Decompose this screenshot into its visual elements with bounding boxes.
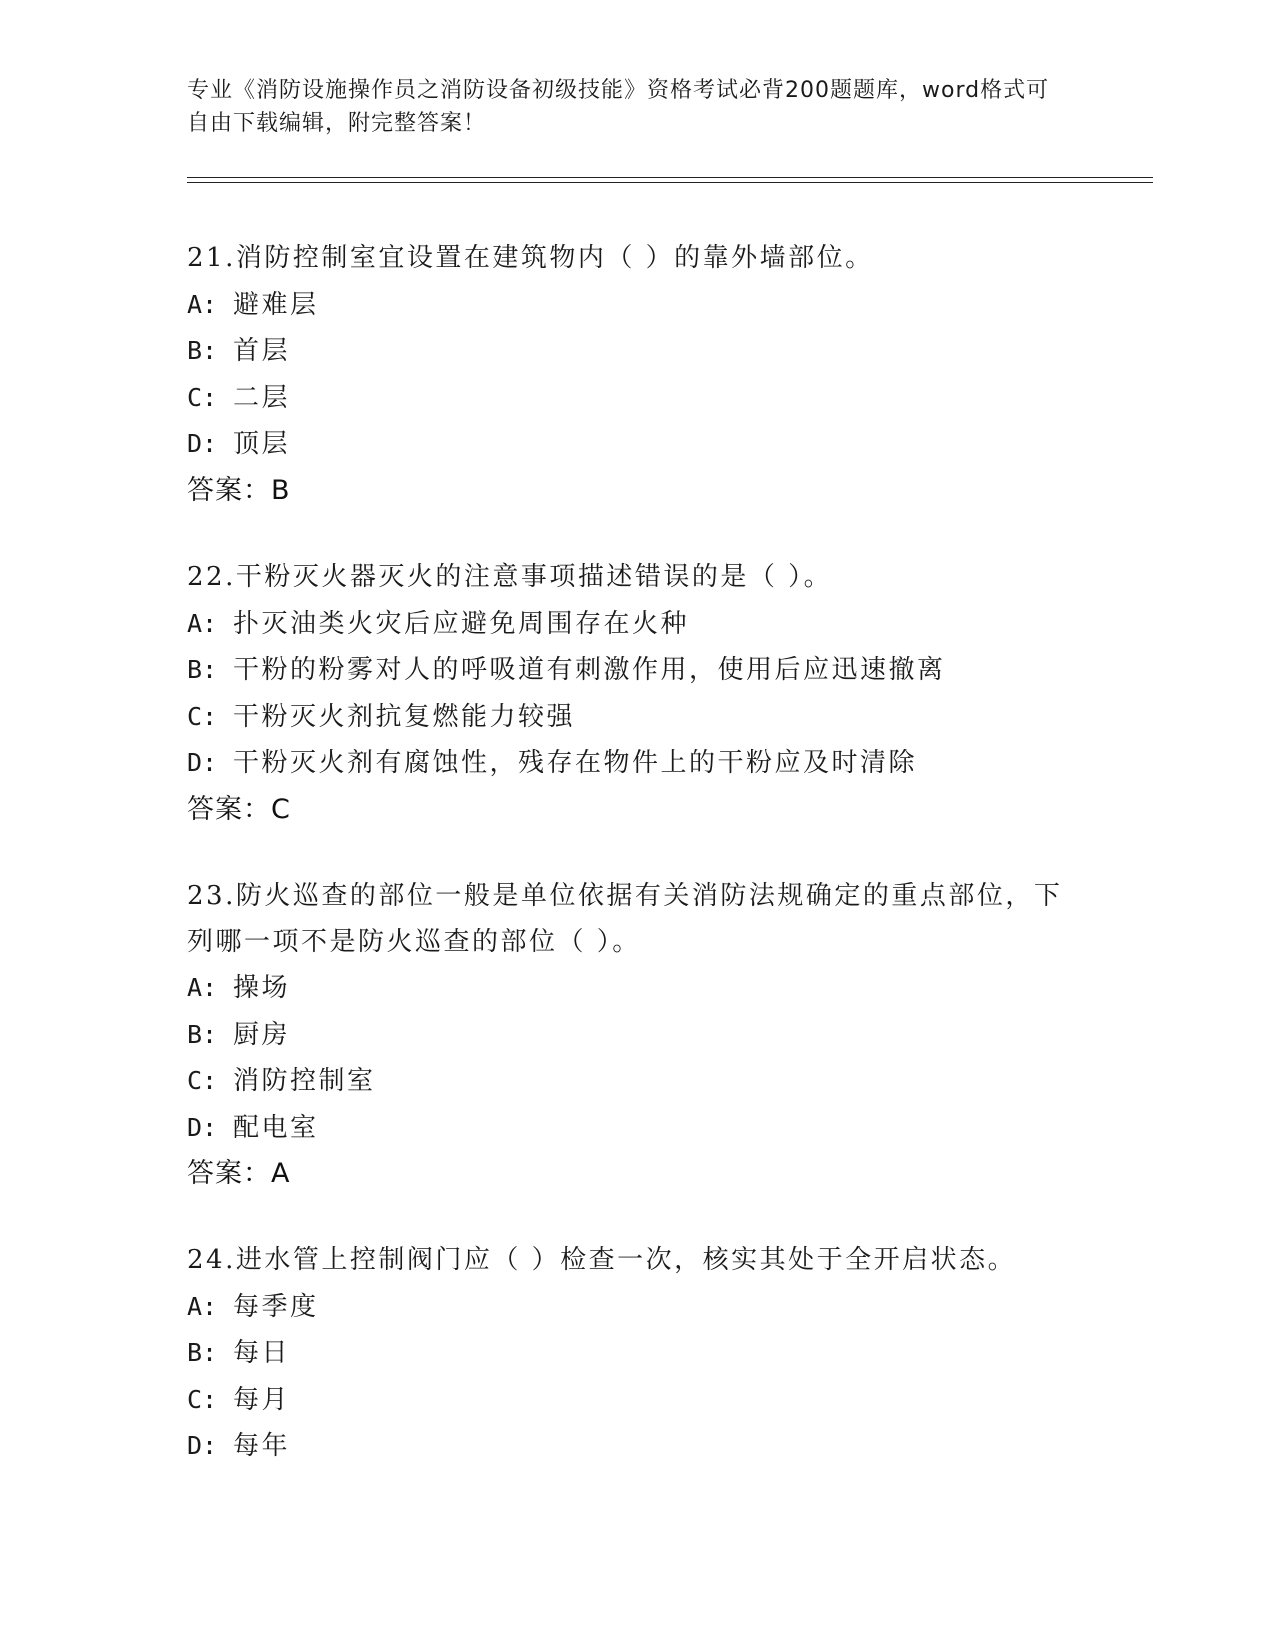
header-divider-top bbox=[187, 177, 1153, 178]
option-d bbox=[187, 1423, 1087, 1470]
option-text: 配电室 bbox=[233, 1112, 319, 1143]
option-letter: B: bbox=[187, 336, 218, 365]
option-letter: C: bbox=[187, 382, 218, 412]
question-stem: 23.防火巡查的部位一般是单位依据有关消防法规确定的重点部位，下列哪一项不是防火巡查的部位（ ）。 bbox=[187, 881, 1063, 957]
option-letter: C: bbox=[187, 701, 218, 731]
question-23 bbox=[187, 874, 1087, 1197]
option-letter: B: bbox=[187, 1338, 218, 1367]
option-text: 干粉的粉雾对人的呼吸道有刺激作用，使用后应迅速撤离 bbox=[233, 655, 946, 685]
answer-line: 答案：B bbox=[187, 474, 291, 506]
option-b bbox=[187, 1330, 1087, 1377]
option-d bbox=[187, 740, 1087, 787]
question-24 bbox=[187, 1238, 1087, 1470]
option-letter: B: bbox=[187, 1019, 218, 1049]
option-letter: D: bbox=[187, 748, 218, 777]
option-a bbox=[187, 282, 1087, 329]
option-text: 操场 bbox=[233, 973, 291, 1003]
option-text: 首层 bbox=[233, 336, 291, 366]
question-21 bbox=[187, 236, 1087, 513]
option-letter: A: bbox=[187, 608, 218, 638]
option-b bbox=[187, 1012, 1087, 1059]
option-c bbox=[187, 694, 1087, 741]
option-b bbox=[187, 647, 1087, 694]
option-letter: A: bbox=[187, 289, 218, 319]
option-text: 厨房 bbox=[233, 1019, 291, 1050]
option-letter: D: bbox=[187, 429, 218, 458]
option-d bbox=[187, 1105, 1087, 1152]
option-text: 扑灭油类火灾后应避免周围存在火种 bbox=[233, 608, 690, 639]
option-text: 每日 bbox=[233, 1338, 291, 1368]
question-stem: 21.消防控制室宜设置在建筑物内（ ）的靠外墙部位。 bbox=[187, 243, 874, 273]
option-letter: A: bbox=[187, 1291, 218, 1321]
option-text: 二层 bbox=[233, 382, 291, 413]
option-c bbox=[187, 375, 1087, 422]
question-stem: 24.进水管上控制阀门应（ ）检查一次，核实其处于全开启状态。 bbox=[187, 1245, 1017, 1275]
answer-line: 答案：C bbox=[187, 793, 291, 825]
option-text: 每季度 bbox=[233, 1291, 319, 1322]
option-text: 每月 bbox=[233, 1384, 291, 1415]
option-letter: D: bbox=[187, 1431, 218, 1460]
question-stem: 22.干粉灭火器灭火的注意事项描述错误的是（ ）。 bbox=[187, 562, 833, 592]
option-text: 消防控制室 bbox=[233, 1066, 376, 1096]
option-text: 避难层 bbox=[233, 289, 319, 320]
option-text: 干粉灭火剂有腐蚀性，残存在物件上的干粉应及时清除 bbox=[233, 748, 918, 778]
header-divider-bottom bbox=[187, 182, 1153, 183]
option-a bbox=[187, 1284, 1087, 1331]
option-text: 顶层 bbox=[233, 429, 291, 459]
option-b bbox=[187, 328, 1087, 375]
answer-line: 答案：A bbox=[187, 1158, 291, 1189]
option-letter: C: bbox=[187, 1384, 218, 1414]
option-text: 每年 bbox=[233, 1431, 291, 1461]
option-c bbox=[187, 1377, 1087, 1424]
option-a bbox=[187, 601, 1087, 648]
option-letter: D: bbox=[187, 1112, 218, 1142]
document-header: 专业《消防设施操作员之消防设备初级技能》资格考试必背200题题库，word格式可自由下载编辑，附完整答案！ bbox=[187, 78, 1050, 136]
option-letter: B: bbox=[187, 655, 218, 684]
question-22 bbox=[187, 555, 1087, 832]
option-letter: C: bbox=[187, 1066, 218, 1095]
option-c bbox=[187, 1058, 1087, 1105]
option-d bbox=[187, 421, 1087, 468]
option-text: 干粉灭火剂抗复燃能力较强 bbox=[233, 701, 576, 732]
option-letter: A: bbox=[187, 973, 218, 1002]
option-a bbox=[187, 965, 1087, 1012]
